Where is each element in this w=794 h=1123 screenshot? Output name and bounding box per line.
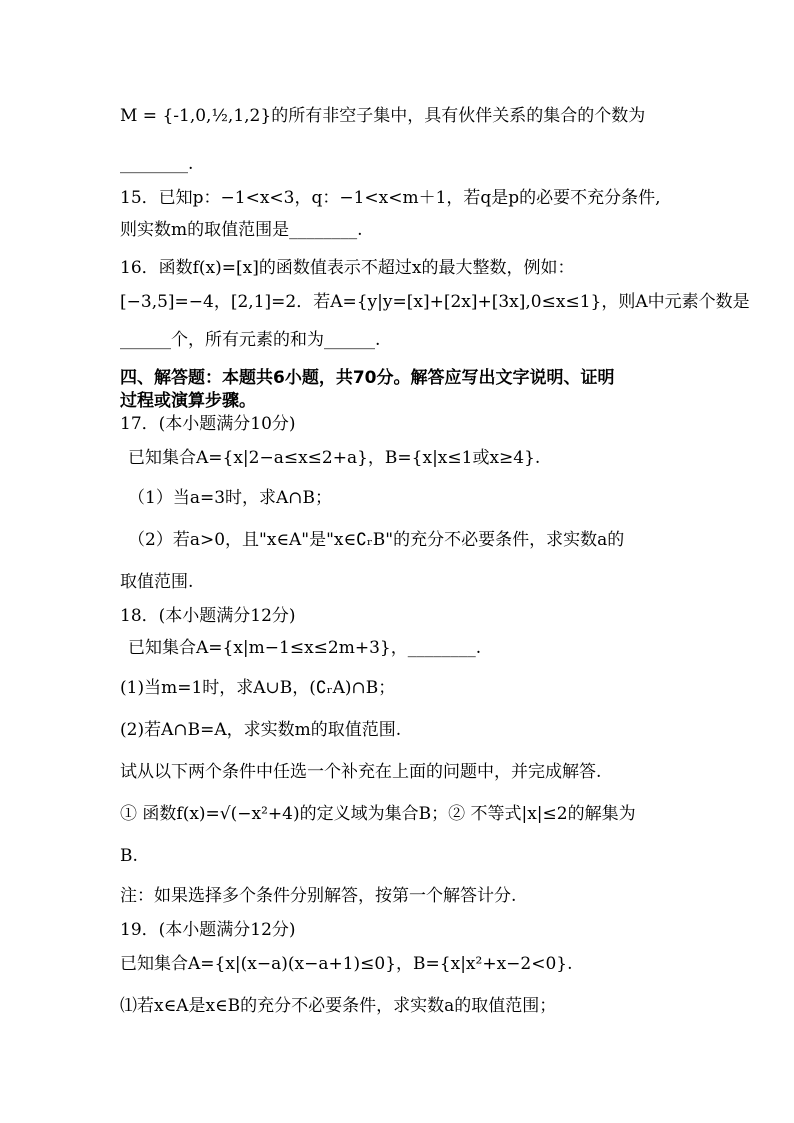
q15-line1: 15．已知p：−1<x<3，q：−1<x<m＋1，若q是p的必要不充分条件, bbox=[120, 188, 661, 208]
q15-line2: 则实数m的取值范围是________. bbox=[120, 220, 363, 240]
q18-part2: (2)若A∩B=A，求实数m的取值范围. bbox=[120, 720, 402, 740]
q17-part2-cont: 取值范围. bbox=[120, 572, 194, 592]
q17-given: 已知集合A={x|2−a≤x≤2+a}，B={x|x≤1或x≥4}. bbox=[128, 448, 541, 468]
section4-heading-line1: 四、解答题：本题共6小题，共70分。解答应写出文字说明、证明 bbox=[120, 368, 615, 388]
q19-part1: ⑴若x∈A是x∈B的充分不必要条件，求实数a的取值范围； bbox=[120, 996, 557, 1016]
q19-given: 已知集合A={x|(x−a)(x−a+1)≤0}，B={x|x²+x−2<0}. bbox=[120, 954, 573, 974]
q18-header: 18．(本小题满分12分) bbox=[120, 606, 296, 626]
q18-note: 注：如果选择多个条件分别解答，按第一个解答计分. bbox=[120, 886, 517, 906]
q17-header: 17．(本小题满分10分) bbox=[120, 414, 296, 434]
q16-line2: [−3,5]=−4，[2,1]=2．若A={y|y=[x]+[2x]+[3x],0≤x≤1}，则A中元素个数是 bbox=[120, 292, 750, 312]
q17-part1: （1）当a=3时，求A∩B； bbox=[128, 488, 333, 508]
q18-part1: (1)当m=1时，求A∪B，(∁ᵣA)∩B； bbox=[120, 678, 396, 698]
q14-continuation: M = {-1,0,½,1,2}的所有非空子集中，具有伙伴关系的集合的个数为 bbox=[120, 106, 646, 126]
q18-instruction: 试从以下两个条件中任选一个补充在上面的问题中，并完成解答. bbox=[120, 762, 602, 782]
q14-answer-blank: ________. bbox=[120, 154, 194, 174]
q18-conditions-cont: B. bbox=[120, 846, 138, 866]
q19-header: 19．(本小题满分12分) bbox=[120, 920, 296, 940]
section4-heading-line2: 过程或演算步骤。 bbox=[120, 391, 256, 411]
q16-line1: 16．函数f(x)=[x]的函数值表示不超过x的最大整数，例如： bbox=[120, 258, 575, 278]
q18-given: 已知集合A={x|m−1≤x≤2m+3}，________. bbox=[128, 638, 482, 658]
q18-conditions: ① 函数f(x)=√(−x²+4)的定义域为集合B；② 不等式|x|≤2的解集为 bbox=[120, 804, 636, 824]
q16-line3: ______个，所有元素的和为______. bbox=[120, 330, 381, 350]
q17-part2: （2）若a>0，且"x∈A"是"x∈∁ᵣB"的充分不必要条件，求实数a的 bbox=[128, 530, 625, 550]
